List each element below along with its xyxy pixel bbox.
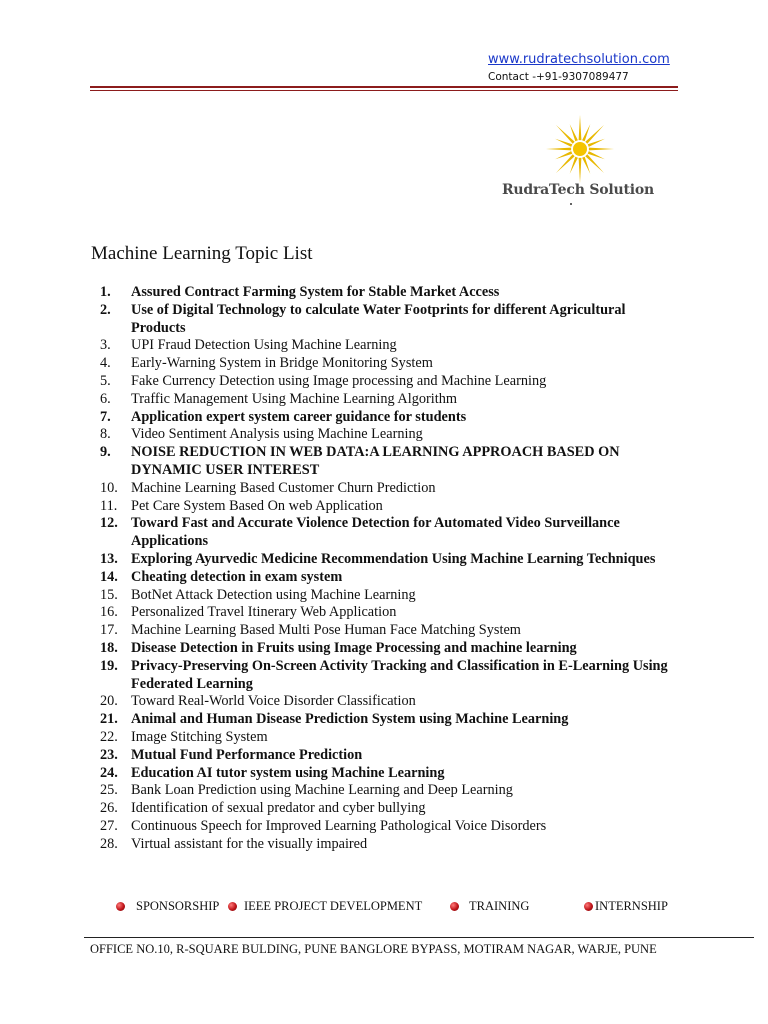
topic-item: [100, 747, 680, 765]
topic-number: 24.: [100, 764, 118, 781]
service-training: [450, 899, 529, 914]
topic-number: 2.: [100, 301, 111, 318]
topic-number: 19.: [100, 657, 118, 674]
services-bar: [0, 899, 768, 919]
topic-number: 18.: [100, 639, 118, 656]
topic-text: Use of Digital Technology to calculate Water Footprints for different Agricultural Products: [131, 301, 626, 336]
sun-ray: [579, 158, 582, 183]
service-label: IEEE PROJECT DEVELOPMENT: [244, 899, 423, 913]
topic-text: Education AI tutor system using Machine Learning: [131, 764, 445, 781]
logo-dot: [570, 203, 572, 205]
service-label: TRAINING: [469, 899, 530, 913]
topic-item: [100, 391, 680, 409]
topic-list: [100, 284, 680, 854]
topic-item: [100, 515, 680, 551]
sun-ray: [585, 154, 604, 173]
topic-text: Toward Fast and Accurate Violence Detection for Automated Video Surveillance Applications: [131, 515, 620, 550]
topic-number: 7.: [100, 408, 111, 425]
topic-number: 12.: [100, 515, 118, 532]
topic-text: Identification of sexual predator and cyber bullying: [131, 800, 426, 817]
sun-ray: [579, 115, 582, 140]
topic-text: Privacy-Preserving On-Screen Activity Tracking and Classification in E-Learning Using Federated Learning: [131, 657, 668, 692]
topic-item: [100, 444, 680, 480]
topic-text: UPI Fraud Detection Using Machine Learning: [131, 337, 397, 354]
topic-number: 16.: [100, 604, 118, 621]
topic-text: Personalized Travel Itinerary Web Application: [131, 604, 397, 621]
topic-item: [100, 409, 680, 427]
topic-text: Cheating detection in exam system: [131, 568, 343, 585]
topic-number: 22.: [100, 728, 118, 745]
topic-item: [100, 693, 680, 711]
topic-item: [100, 836, 680, 854]
bullet-icon: [116, 902, 125, 911]
topic-item: [100, 498, 680, 516]
topic-item: [100, 426, 680, 444]
bullet-icon: [584, 902, 593, 911]
topic-item: [100, 765, 680, 783]
topic-text: Application expert system career guidance for students: [131, 408, 467, 425]
topic-number: 17.: [100, 622, 118, 639]
topic-item: [100, 800, 680, 818]
topic-number: 8.: [100, 426, 111, 443]
topic-item: [100, 302, 680, 338]
topic-text: Exploring Ayurvedic Medicine Recommendation Using Machine Learning Techniques: [131, 550, 656, 567]
header-divider: [90, 86, 678, 88]
topic-number: 11.: [100, 497, 118, 514]
sun-ray: [589, 148, 614, 151]
topic-text: Bank Loan Prediction using Machine Learning and Deep Learning: [131, 782, 513, 799]
topic-number: 14.: [100, 568, 118, 585]
topic-item: [100, 729, 680, 747]
topic-item: [100, 569, 680, 587]
topic-number: 23.: [100, 746, 118, 763]
topic-text: BotNet Attack Detection using Machine Learning: [131, 586, 416, 603]
service-internship: [584, 899, 668, 914]
topic-item: [100, 640, 680, 658]
topic-text: Fake Currency Detection using Image processing and Machine Learning: [131, 372, 547, 389]
topic-text: Early-Warning System in Bridge Monitoring System: [131, 355, 433, 372]
footer-divider: [84, 937, 754, 938]
topic-item: [100, 373, 680, 391]
topic-item: [100, 587, 680, 605]
service-ieee-project-development: [228, 899, 422, 914]
page-title: Machine Learning Topic List: [91, 243, 313, 264]
service-label: SPONSORSHIP: [136, 899, 220, 913]
topic-text: Image Stitching System: [131, 728, 268, 745]
topic-number: 13.: [100, 550, 118, 567]
topic-item: [100, 711, 680, 729]
company-name-logo: RudraTech Solution: [502, 182, 654, 198]
website-link[interactable]: www.rudratechsolution.com: [488, 52, 670, 67]
topic-text: Pet Care System Based On web Application: [131, 497, 383, 514]
sun-ray: [546, 148, 571, 151]
topic-number: 25.: [100, 782, 118, 799]
topic-text: Video Sentiment Analysis using Machine Learning: [131, 426, 423, 443]
topic-number: 5.: [100, 372, 111, 389]
sun-ray: [585, 125, 604, 144]
header-divider-thin: [90, 90, 678, 91]
topic-text: Continuous Speech for Improved Learning Pathological Voice Disorders: [131, 817, 547, 834]
topic-text: Machine Learning Based Multi Pose Human Face Matching System: [131, 622, 521, 639]
topic-text: Assured Contract Farming System for Stable Market Access: [131, 284, 500, 300]
topic-text: Toward Real-World Voice Disorder Classification: [131, 693, 416, 710]
topic-number: 15.: [100, 586, 118, 603]
topic-text: Disease Detection in Fruits using Image Processing and machine learning: [131, 639, 577, 656]
topic-number: 3.: [100, 337, 111, 354]
topic-item: [100, 355, 680, 373]
office-address: OFFICE NO.10, R-SQUARE BULDING, PUNE BANGLORE BYPASS, MOTIRAM NAGAR, WARJE, PUNE: [90, 942, 657, 956]
topic-item: [100, 337, 680, 355]
topic-item: [100, 480, 680, 498]
topic-number: 21.: [100, 711, 118, 728]
topic-number: 6.: [100, 390, 111, 407]
service-label: INTERNSHIP: [595, 899, 668, 913]
topic-text: Virtual assistant for the visually impaired: [131, 835, 368, 852]
topic-text: Machine Learning Based Customer Churn Prediction: [131, 479, 436, 496]
topic-item: [100, 818, 680, 836]
topic-text: Traffic Management Using Machine Learning Algorithm: [131, 390, 457, 407]
topic-text: Animal and Human Disease Prediction System using Machine Learning: [131, 711, 569, 728]
sun-burst-icon: [540, 112, 620, 188]
service-sponsorship: [116, 899, 219, 914]
topic-item: [100, 284, 680, 302]
topic-item: [100, 604, 680, 622]
topic-number: 1.: [100, 284, 111, 300]
topic-text: Mutual Fund Performance Prediction: [131, 746, 363, 763]
topic-item: [100, 658, 680, 694]
sun-ray: [556, 154, 575, 173]
topic-item: [100, 551, 680, 569]
topic-number: 9.: [100, 444, 111, 461]
bullet-icon: [450, 902, 459, 911]
topic-item: [100, 622, 680, 640]
topic-number: 28.: [100, 835, 118, 852]
topic-number: 10.: [100, 479, 118, 496]
topic-number: 27.: [100, 817, 118, 834]
topic-number: 4.: [100, 355, 111, 372]
topic-number: 26.: [100, 800, 118, 817]
topic-number: 20.: [100, 693, 118, 710]
contact-number: Contact -+91-9307089477: [488, 71, 629, 83]
bullet-icon: [228, 902, 237, 911]
topic-text: NOISE REDUCTION IN WEB DATA:A LEARNING APPROACH BASED ON DYNAMIC USER INTEREST: [131, 444, 620, 478]
sun-ray: [556, 125, 575, 144]
topic-item: [100, 782, 680, 800]
